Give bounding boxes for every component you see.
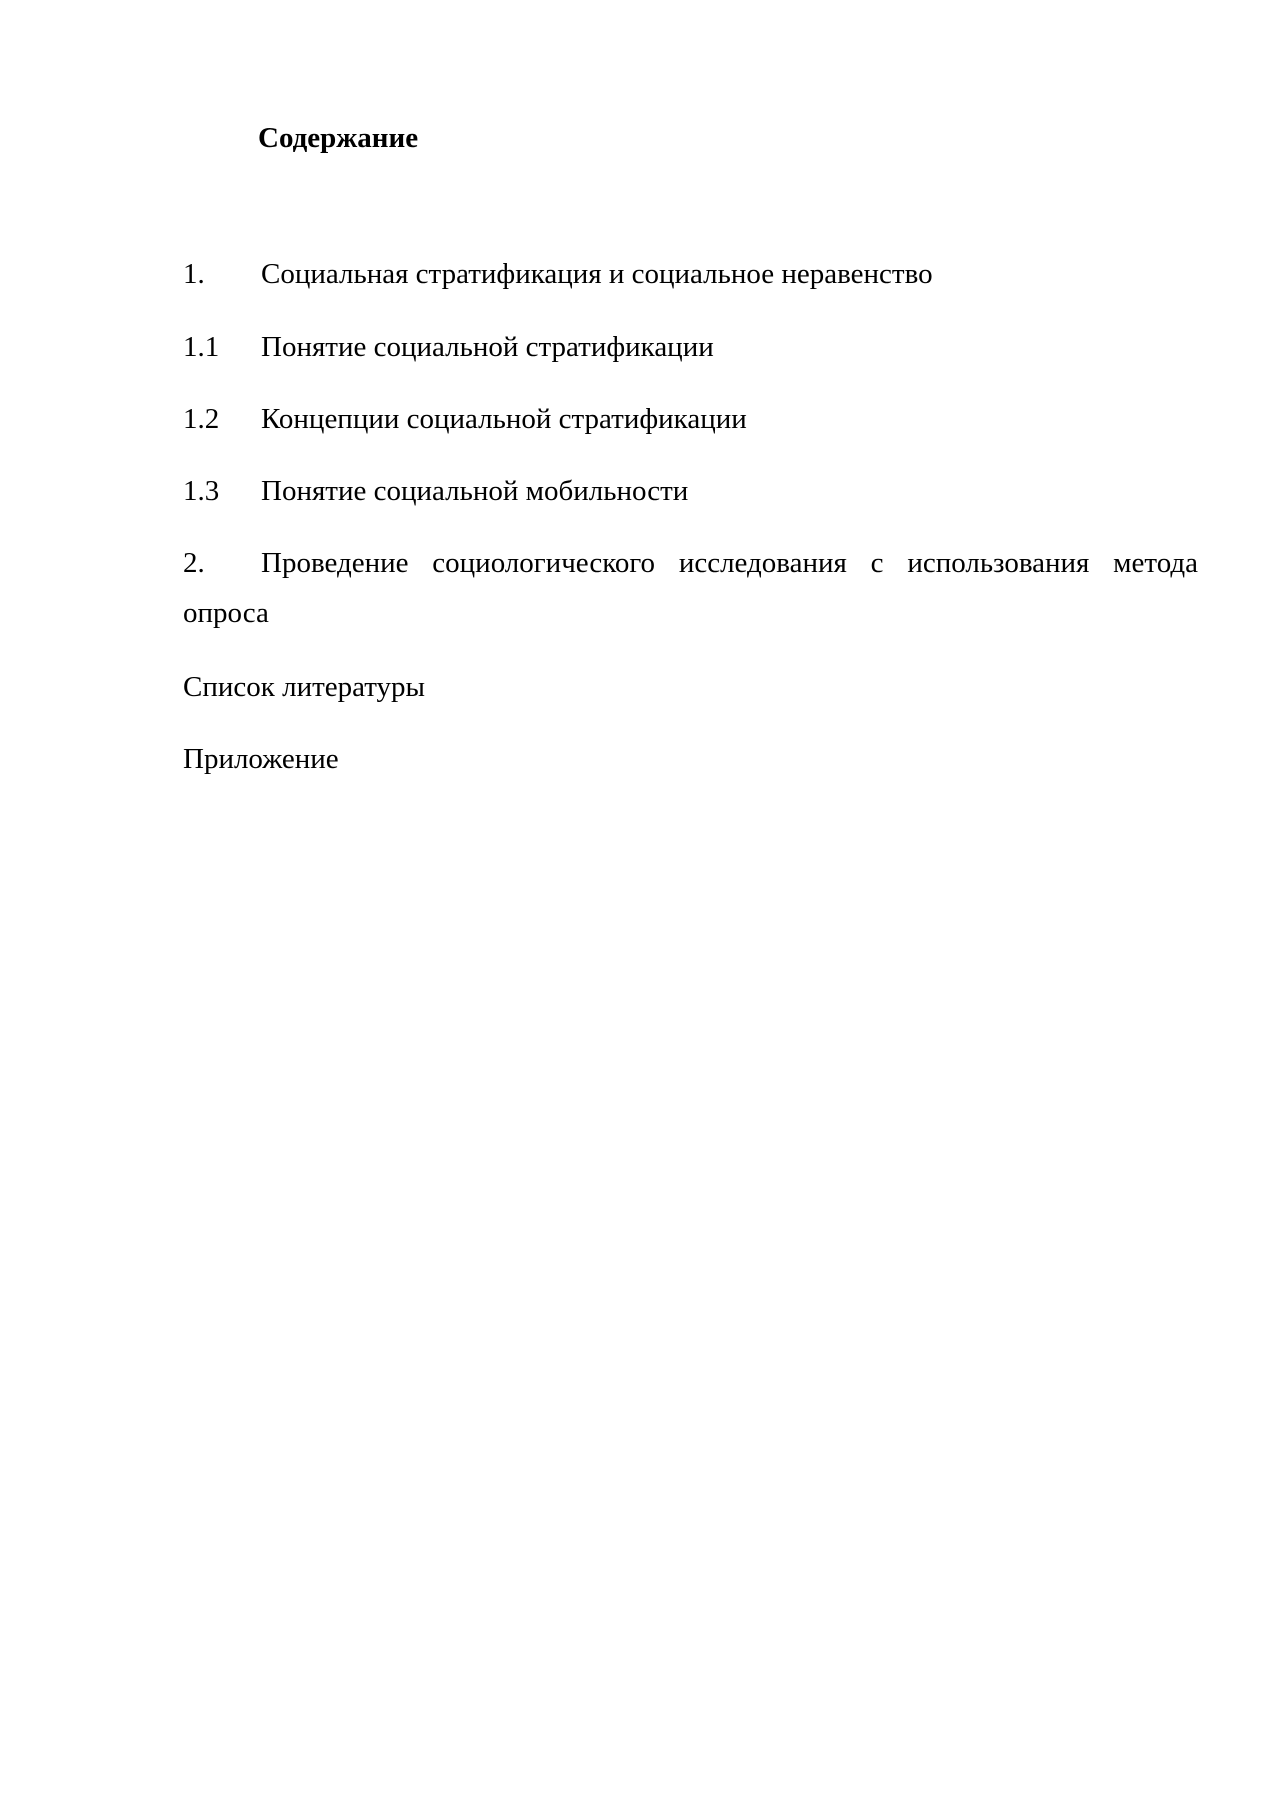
toc-entry-1-2 [183,399,1198,439]
toc-entry-1-1 [183,327,1198,367]
toc-text: Концепции социальной стратификации [261,403,747,435]
references-entry: Список литературы [183,671,426,703]
toc-text: Понятие социальной стратификации [261,331,714,363]
toc-entry-2 [183,538,1198,638]
toc-text: Проведение социологического исследования с использования метода опроса [183,547,1198,629]
toc-number: 1.3 [183,475,220,507]
toc-number: 1.1 [183,331,220,363]
appendix-entry: Приложение [183,743,339,775]
toc-entry-1-3 [183,471,1198,511]
toc-number: 1. [183,258,205,290]
toc-text: Понятие социальной мобильности [261,475,689,507]
toc-entry-1 [183,254,1198,294]
toc-number: 1.2 [183,403,220,435]
toc-text: Социальная стратификация и социальное неравенство [261,258,933,290]
toc-number: 2. [183,547,205,579]
page-title: Содержание [258,122,419,154]
